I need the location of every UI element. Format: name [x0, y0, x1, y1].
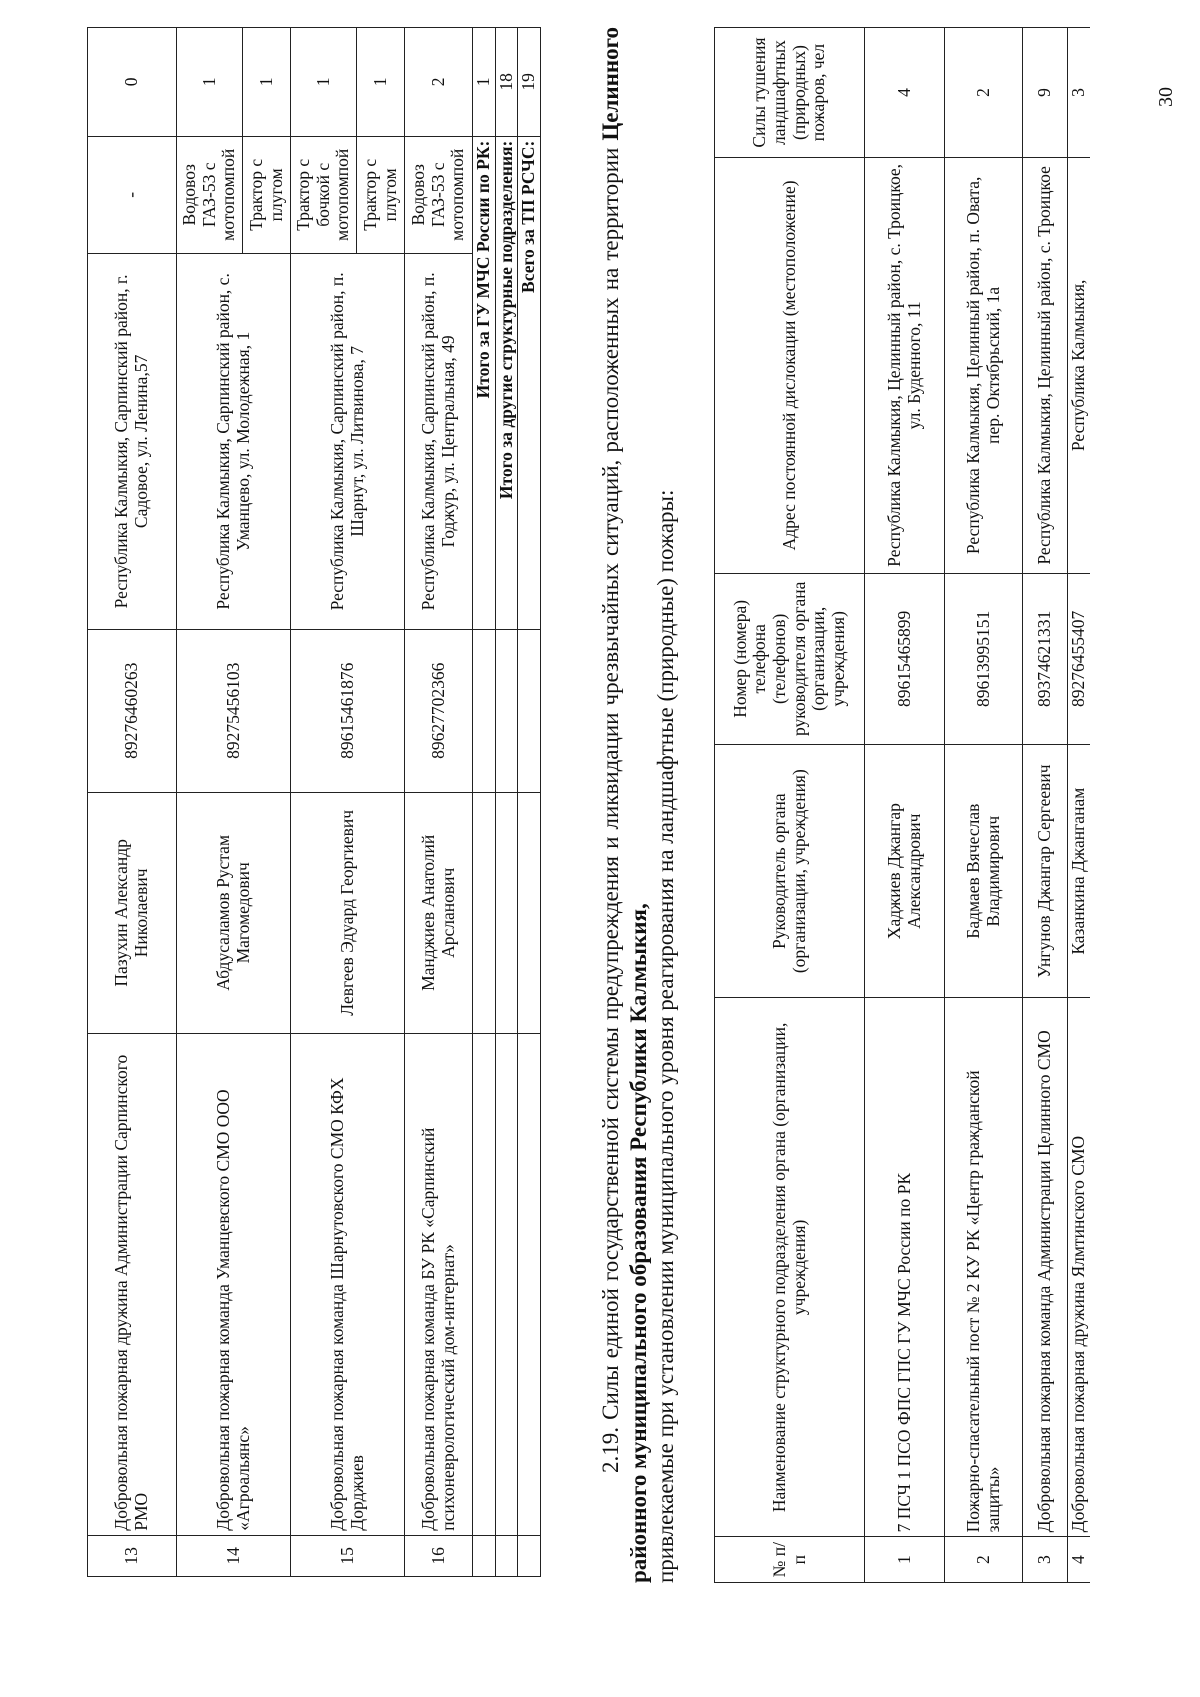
unit-head: Хаджиев Джангар Александрович [865, 744, 945, 997]
total-label: Итого за другие структурные подразделения: [495, 136, 518, 629]
unit-address: Республика Калмыкия, Целинный район, п. Овата, пер. Октябрьский, 1а [945, 158, 1023, 574]
table-row [88, 28, 177, 1577]
forces-table-continued [87, 27, 541, 1577]
unit-head: Бадмаев Вячеслав Владимирович [945, 744, 1023, 997]
unit-name: Пожарно-спасательный пост № 2 КУ РК «Центр гражданской защиты» [945, 998, 1023, 1537]
unit-forces: 4 [865, 28, 945, 158]
header-address: Адрес постоянной дислокации (местоположение) [715, 158, 865, 574]
unit-head: Казанкина Джанганам [1068, 744, 1090, 997]
table-row [177, 28, 243, 1577]
total-row [473, 28, 496, 1577]
table-row [945, 28, 1023, 1583]
total-label: Итого за ГУ МЧС России по РК: [473, 136, 496, 629]
unit-head: Манджиев Анатолий Арсланович [405, 792, 473, 1033]
unit-address: Республика Калмыкия, Сарпинский район, п. Годжур, ул. Центральная, 49 [405, 253, 473, 629]
unit-equipment: Водовоз ГАЗ-53 с мотопомпой [177, 136, 243, 253]
header-head: Руководитель органа (организации, учреждения) [715, 744, 865, 997]
total-value: 19 [518, 28, 541, 137]
unit-forces: 2 [945, 28, 1023, 158]
unit-equipment: Трактор с плугом [357, 136, 405, 253]
total-value: 1 [473, 28, 496, 137]
forces-table-2-19 [714, 27, 1090, 1583]
paragraph-text-2: привлекаемые при установлении муниципального уровня реагирования на ландшафтные (природные) пожары: [653, 489, 679, 1583]
unit-name: Добровольная пожарная команда Шарнутовского СМО КФХ Дорджиев [291, 1033, 405, 1535]
unit-address: Республика Калмыкия, [1068, 158, 1090, 574]
unit-address: Республика Калмыкия, Целинный район, с. Троицкое [1023, 158, 1068, 574]
unit-count: 2 [405, 28, 473, 137]
unit-head: Пазухин Александр Николаевич [88, 792, 177, 1033]
header-num: № п/п [715, 1537, 865, 1583]
total-value: 18 [495, 28, 518, 137]
unit-phone: 89276460263 [88, 629, 177, 792]
unit-address: Республика Калмыкия, Сарпинский район, с. Уманцево, ул. Молодежная, 1 [177, 253, 291, 629]
unit-head: Абдусаламов Рустам Магомедович [177, 792, 291, 1033]
unit-name: Добровольная пожарная дружина Администрации Сарпинского РМО [88, 1033, 177, 1535]
section-paragraph [597, 27, 680, 1583]
total-row [518, 28, 541, 1577]
unit-phone: 89276455407 [1068, 573, 1090, 744]
table-row [1023, 28, 1068, 1583]
row-number: 4 [1068, 1537, 1090, 1583]
unit-name: Добровольная пожарная команда Администрации Целинного СМО [1023, 998, 1068, 1537]
unit-name: Добровольная пожарная команда БУ РК «Сарпинский психоневрологический дом-интернат» [405, 1033, 473, 1535]
paragraph-bold: Целинного районного муниципального образования Республики Калмыкия, [598, 27, 651, 1583]
unit-forces: 9 [1023, 28, 1068, 158]
unit-phone: 89615465899 [865, 573, 945, 744]
unit-address: Республика Калмыкия, Целинный район, с. Троицкое, ул. Буденного, 11 [865, 158, 945, 574]
unit-phone: 89615461876 [291, 629, 405, 792]
table-row [291, 28, 357, 1577]
unit-count: 1 [243, 28, 291, 137]
unit-address: Республика Калмыкия, Сарпинский район, п. Шарнут, ул. Литвинова, 7 [291, 253, 405, 629]
unit-name: Добровольная пожарная команда Уманцевского СМО ООО «Агроальянс» [177, 1033, 291, 1535]
row-number: 3 [1023, 1537, 1068, 1583]
total-row [495, 28, 518, 1577]
unit-count: 1 [357, 28, 405, 137]
unit-name: Добровольная пожарная дружина Ялмтинского СМО [1068, 998, 1090, 1537]
unit-count: 1 [177, 28, 243, 137]
unit-equipment: Водовоз ГАЗ-53 с мотопомпой [405, 136, 473, 253]
unit-forces: 3 [1068, 28, 1090, 158]
row-number: 14 [177, 1535, 291, 1576]
total-label: Всего за ТП РСЧС: [518, 136, 541, 629]
unit-address: Республика Калмыкия, Сарпинский район, г. Садовое, ул. Ленина,57 [88, 253, 177, 629]
unit-phone: 89374621331 [1023, 573, 1068, 744]
row-number: 13 [88, 1535, 177, 1576]
unit-name: 7 ПСЧ 1 ПСО ФПС ГПС ГУ МЧС России по РК [865, 998, 945, 1537]
unit-phone: 89275456103 [177, 629, 291, 792]
unit-head: Левгеев Эдуард Георгиевич [291, 792, 405, 1033]
header-name: Наименование структурного подразделения органа (организации, учреждения) [715, 998, 865, 1537]
unit-phone: 89613995151 [945, 573, 1023, 744]
row-number: 15 [291, 1535, 405, 1576]
unit-count: 0 [88, 28, 177, 137]
page-number: 30 [1155, 87, 1177, 107]
unit-phone: 89627702366 [405, 629, 473, 792]
paragraph-text: 2.19. Силы единой государственной системы предупреждения и ликвидации чрезвычайных ситуаций, расположенных на территории [598, 147, 623, 1473]
header-row [715, 28, 865, 1583]
table-row [1068, 28, 1090, 1583]
unit-equipment: Трактор с плугом [243, 136, 291, 253]
unit-head: Унгунов Джангар Сергеевич [1023, 744, 1068, 997]
table-row [405, 28, 473, 1577]
unit-equipment: Трактор с бочкой с мотопомпой [291, 136, 357, 253]
row-number: 2 [945, 1537, 1023, 1583]
table-row [865, 28, 945, 1583]
unit-equipment: - [88, 136, 177, 253]
row-number: 16 [405, 1535, 473, 1576]
header-phone: Номер (номера) телефона (телефонов) руководителя органа (организации, учреждения) [715, 573, 865, 744]
unit-count: 1 [291, 28, 357, 137]
header-forces: Силы тушения ландшафтных (природных) пожаров, чел [715, 28, 865, 158]
row-number: 1 [865, 1537, 945, 1583]
